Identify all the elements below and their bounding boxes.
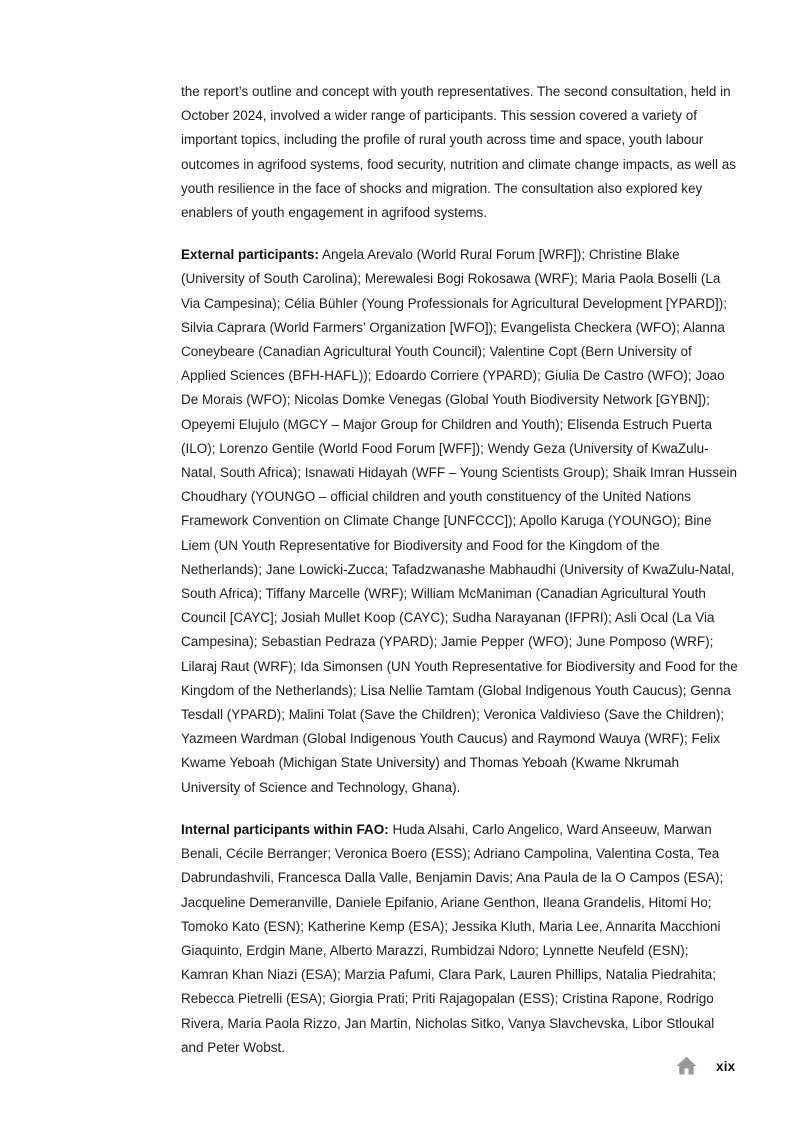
external-participants-list: Angela Arevalo (World Rural Forum [WRF]); Christine Blake (University of South Carolina); Merewalesi Bogi Rokosawa (WRF); Maria Paola Boselli (La Via Campesina); Célia Bühler (Young Professionals for Agricultural Development [YPARD]); Silvia Caprara (World Farmers’ Organization [WFO]); Evangelista Checkera (WFO); Alanna Coneybeare (Canadian Agricultural Youth Council); Valentine Copt (Bern University of Applied Sciences (BFH-HAFL)); Edoardo Corriere (YPARD); Giulia De Castro (WFO); Joao De Morais (WFO); Nicolas Domke Venegas (Global Youth Biodiversity Network [GYBN]); Opeyemi Elujulo (MGCY – Major Group for Children and Youth); Elisenda Estruch Puerta (ILO); Lorenzo Gentile (World Food Forum [WFF]); Wendy Geza (University of KwaZulu-Natal, South Africa); Isnawati Hidayah (WFF – Young Scientists Group); Shaik Imran Hussein Choudhary (YOUNGO – official children and youth constituency of the United Nations Framework Convention on Climate Change [UNFCCC]); Apollo Karuga (YOUNGO); Bine Liem (UN Youth Representative for Biodiversity and Food for the Kingdom of the Netherlands); Jane Lowicki-Zucca; Tafadzwanashe Mabhaudhi (University of KwaZulu-Natal, South Africa); Tiffany Marcelle (WRF); William McManiman (Canadian Agricultural Youth Council [CAYC]; Josiah Mullet Koop (CAYC); Sudha Narayanan (IFPRI); Asli Ocal (La Via Campesina); Sebastian Pedraza (YPARD); Jamie Pepper (WFO); June Pomposo (WRF); Lilaraj Raut (WRF); Ida Simonsen (UN Youth Representative for Biodiversity and Food for the Kingdom of the Netherlands); Lisa Nellie Tamtam (Global Indigenous Youth Caucus); Genna Tesdall (YPARD); Malini Tolat (Save the Children); Veronica Valdivieso (Save the Children); Yazmeen Wardman (Global Indigenous Youth Caucus) and Raymond Wauya (WRF); Felix Kwame Yeboah (Michigan State University) and Thomas Yeboah (Kwame Nkrumah University of Science and Technology, Ghana).	[181, 247, 738, 795]
home-icon-shape	[677, 1057, 697, 1075]
paragraph-text: the report’s outline and concept with youth representatives. The second consultation, held in October 2024, involved a wider range of participants. This session covered a variety of important topics, including the profile of rural youth across time and space, youth labour outcomes in agrifood systems, food security, nutrition and climate change impacts, as well as youth resilience in the face of shocks and migration. The consultation also explored key enablers of youth engagement in agrifood systems.	[181, 84, 737, 221]
page-footer	[674, 1054, 735, 1078]
page-body-text	[181, 80, 738, 1078]
external-participants-heading: External participants:	[181, 247, 320, 263]
page-number: xix	[716, 1058, 736, 1074]
internal-participants-paragraph	[181, 818, 738, 1060]
internal-participants-heading: Internal participants within FAO:	[181, 821, 389, 837]
external-participants-paragraph	[181, 243, 738, 800]
intro-paragraph	[181, 80, 738, 225]
internal-participants-list: Huda Alsahi, Carlo Angelico, Ward Anseeuw, Marwan Benali, Cécile Berranger; Veronica Boero (ESS); Adriano Campolina, Valentina Costa, Tea Dabrundashvili, Francesca Dalla Valle, Benjamin Davis; Ana Paula de la O Campos (ESA); Jacqueline Demeranville, Daniele Epifanio, Ariane Genthon, Ileana Grandelis, Hitomi Ho; Tomoko Kato (ESN); Katherine Kemp (ESA); Jessika Kluth, Maria Lee, Annarita Macchioni Giaquinto, Erdgin Mane, Alberto Marazzi, Rumbidzai Ndoro; Lynnette Neufeld (ESN); Kamran Khan Niazi (ESA); Marzia Pafumi, Clara Park, Lauren Phillips, Natalia Piedrahita; Rebecca Pietrelli (ESA); Giorgia Prati; Priti Rajagopalan (ESS); Cristina Rapone, Rodrigo Rivera, Maria Paola Rizzo, Jan Martin, Nicholas Sitko, Vanya Slavchevska, Libor Stloukal and Peter Wobst.	[181, 821, 724, 1055]
home-icon[interactable]	[674, 1054, 699, 1078]
